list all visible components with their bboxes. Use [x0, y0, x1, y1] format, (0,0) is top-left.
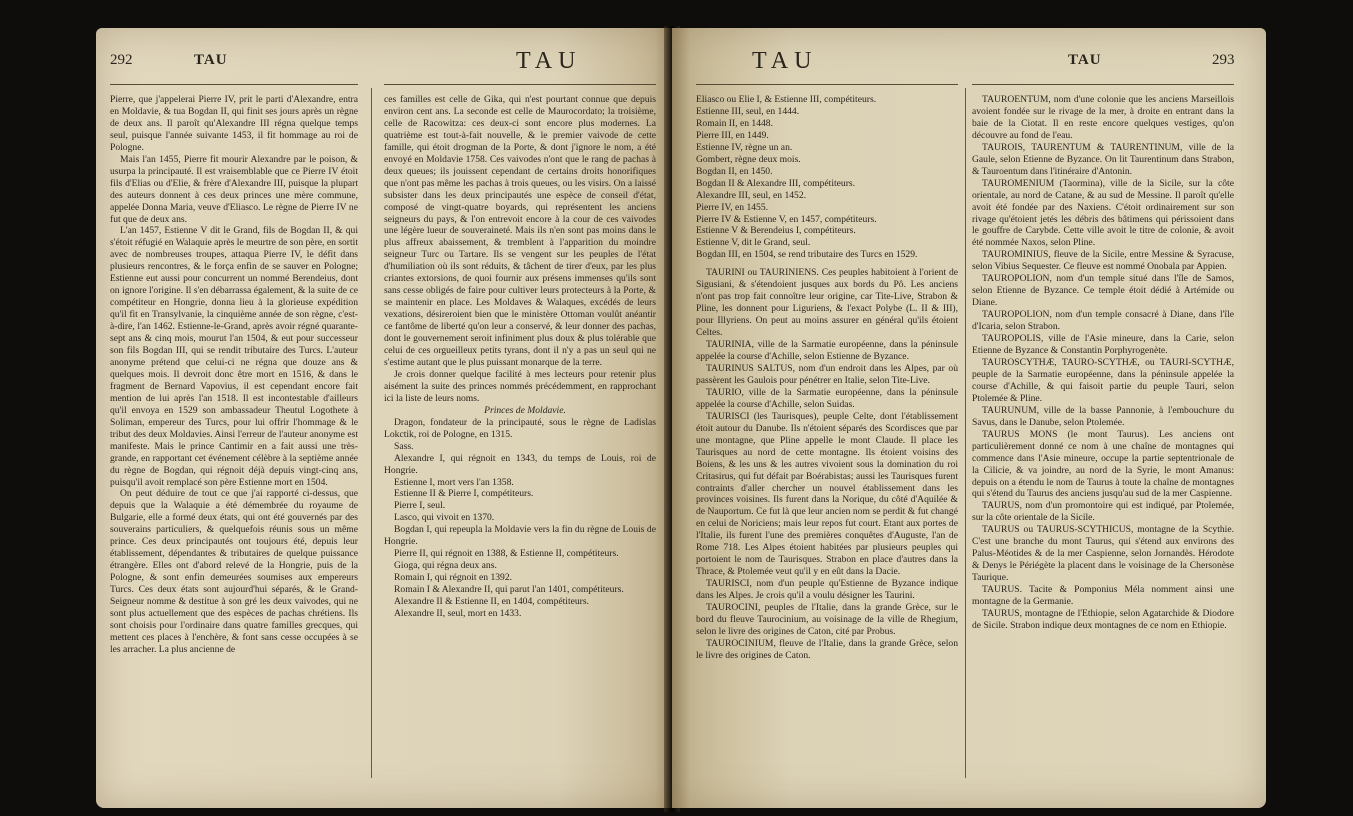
right-column-1 — [696, 94, 958, 662]
entry: TAUROENTUM, nom d'une colonie que les anciens Marseillois avoient fondée sur le rivage de la mer, à droite en entrant dans la baie de la Ciotat. Il en reste encore quelques vestiges, qu'on découvre au fond de l'eau. — [972, 94, 1234, 141]
entry: TAUROSCYTHÆ, TAURO-SCYTHÆ, ou TAURI-SCYTHÆ, peuple de la Sarmatie européenne, dans la péninsule appelée la course d'Achille, & qui faisoit partie du peuple Tauri, selon Ptolemée & Pline. — [972, 356, 1234, 404]
list-item: Romain I & Alexandre II, qui parut l'an 1401, compétiteurs. — [394, 584, 624, 596]
list-item: Estienne I, mort vers l'an 1358. — [394, 476, 514, 488]
page-number-right: 293 — [1212, 52, 1235, 68]
running-head-left: TAU — [194, 52, 228, 68]
head-rule-left-1 — [110, 84, 358, 85]
list-item: Alexandre II, seul, mort en 1433. — [394, 607, 522, 619]
list-item: Estienne V & Berendeius I, compétiteurs. — [696, 225, 856, 237]
list-item: Gombert, règne deux mois. — [696, 153, 801, 165]
entry: TAURUS. Tacite & Pomponius Méla nomment ainsi une montagne de la Germanie. — [972, 584, 1234, 608]
entry: TAUROPOLION, nom d'un temple consacré à Diane, dans l'île d'Icaria, selon Strabon. — [972, 309, 1234, 333]
entry: TAUROCINI, peuples de l'Italie, dans la grande Grèce, sur le bord du fleuve Taurocinium, au voisinage de la ville de Rhegium, selon le livre des origines de Caton, cité par Probus. — [696, 602, 958, 637]
head-rule-left-2 — [384, 84, 656, 85]
paragraph: Pierre, que j'appelerai Pierre IV, prit le parti d'Alexandre, entra en Moldavie, & tua Bogdan II, qui finit ses jours après un règne de deux ans. Il paroît qu'Alexandre III régna quelque temps seul, puisque l'année suivante 1453, il fit hommage au roi de Pologne. — [110, 94, 358, 153]
list-item: Alexandre II & Estienne II, en 1404, compétiteurs. — [394, 596, 590, 608]
section-title: Princes de Moldavie. — [484, 404, 566, 416]
left-column-1 — [110, 94, 358, 656]
column-divider — [371, 88, 372, 778]
list-item: Romain II, en 1448. — [696, 117, 774, 129]
list-item: Pierre II, qui régnoit en 1388, & Estienne II, compétiteurs. — [394, 548, 619, 560]
entry: TAURUS ou TAURUS-SCYTHICUS, montagne de la Scythie. C'est une branche du mont Taurus, qui s'étend aux environs des Palus-Méotides & de la mer Caspienne, selon Jornandès. Hérodote & Denys le Périégète la placent dans le voisinage de la Chersonèse Taurique. — [972, 524, 1234, 584]
list-item: Bogdan III, en 1504, se rend tributaire des Turcs en 1529. — [696, 249, 918, 261]
entry: TAURUS, montagne de l'Ethiopie, selon Agatarchide & Diodore de Sicile. Strabon indique deux montagnes de ce nom en Ethiopie. — [972, 607, 1234, 631]
list-item: Bogdan II & Alexandre III, compétiteurs. — [696, 177, 856, 189]
running-head-left-large: TAU — [516, 48, 582, 74]
paragraph: On peut déduire de tout ce que j'ai rapporté ci-dessus, que depuis que la Walaquie a été démembrée du royaume de Bulgarie, elle a formé deux états, qui ont été gouvernés par des souverains particuliers, & quelquefois réunis sous un même prince. Ces deux principautés ont toujours été, depuis leur établissement, dépendantes & tributaires de quelque puissance étrangère. Elles ont d'abord relevé de la Hongrie, puis de la Pologne, & sont enfin demeurées soumises aux empereurs Turcs. Ces deux états sont aujourd'hui séparés, & le Grand-Seigneur nomme & destitue à son gré les deux vaivodes, qui ne sont plus actuellement que des espèces de pachas chrétiens. Ils sont choisis pour l'ordinaire dans quatre familles grecques, qui mettent ces places à l'enchère, & font sans cesse occupées à se les arracher. La plus ancienne de — [110, 488, 358, 655]
entry: TAUROPOLION, nom d'un temple situé dans l'île de Samos, selon Etienne de Byzance. Ce temple étoit dédié à Artémide ou Diane. — [972, 273, 1234, 309]
entry: TAUROMINIUS, fleuve de la Sicile, entre Messine & Syracuse, selon Vibius Sequester. Ce fleuve est nommé Onobala par Appien. — [972, 249, 1234, 273]
entry: TAUROMENIUM (Taormina), ville de la Sicile, sur la côte orientale, au nord de Catane, & au sud de Messine. Il paroît qu'elle avoit été fondée par des Naxiens. C'étoit ordinairement sur son rivage qu'étoient jetés les débris des bâtimens qui périssoient dans le gouffre de Carybde. Cette ville avoit le titre de colonie, & avoit été nommée Naxos, selon Pline. — [972, 177, 1234, 249]
paragraph: Je crois donner quelque facilité à mes lecteurs pour retenir plus aisément la suite des princes nommés précédemment, en rapprochant ici la liste de leurs noms. — [384, 368, 656, 404]
list-item: Bogdan I, qui repeupla la Moldavie vers la fin du règne de Louis de Hongrie. — [384, 524, 656, 548]
entry: TAURIO, ville de la Sarmatie européenne, dans la péninsule appelée la course d'Achille, selon Suidas. — [696, 386, 958, 410]
list-item: Estienne III, seul, en 1444. — [696, 105, 800, 117]
paragraph: L'an 1457, Estienne V dit le Grand, fils de Bogdan II, & qui s'étoit réfugié en Walaquie après le meurtre de son père, en sortit avec de nombreuses troupes, attaqua Pierre IV, le défit dans plusieurs rencontres, & le força enfin de se sauver en Pologne; Estienne eut aussi pour concurrent un nommé Berendeius, dont on ignore l'origine. Il s'en débarrassa également, & la suite de ce compétiteur en Hongrie, donna lieu à la glorieuse expédition qu'il fit en Transylvanie, la cinquième année de son règne, c'est-à-dire, l'an 1462. Estienne-le-Grand, après avoir régné quarante-sept ans & cinq mois, mourut l'an 1504, & eut pour successeur son fils Bogdan III, qui se rendit tributaire des Turcs. L'auteur anonyme prétend que celui-ci ne régna que douze ans & quelques mois. Il devroit donc être mort en 1516, & dans le fragment de Bernard Vapovius, il est cependant encore fait mention de lui après l'an 1518. Il est incontestable d'ailleurs qu'il envoya en 1529 son ambassadeur Theutul Logothete à Soliman, empereur des Turcs, pour lui offrir l'hommage & le tribut des deux Moldavies. Ainsi l'erreur de l'auteur anonyme est manifeste. Mais le prince Cantimir en a fait aussi une très-grande, en rapportant cet événement célèbre à la septième année du règne de Bogdan, qui régnoit déjà depuis vingt-cinq ans, puisqu'il avoit remplacé son père Estienne mort en 1504. — [110, 225, 358, 488]
list-item: Bogdan II, en 1450. — [696, 165, 773, 177]
running-head-right-large: TAU — [752, 48, 818, 74]
right-column-2 — [972, 94, 1234, 632]
paragraph: Mais l'an 1455, Pierre fit mourir Alexandre par le poison, & usurpa la principauté. Il est vraisemblable que ce Pierre IV étoit fils d'Elias ou d'Elie, & frère d'Alexandre III, puisque la plupart des auteurs donnent à ces deux princes une mère commune, appelée Donna Maria, veuve d'Eliasco. Le règne de Pierre IV ne fut que de deux ans. — [110, 153, 358, 225]
entry: TAURINI ou TAURINIENS. Ces peuples habitoient à l'orient de Sigusiani, & s'étendoient jusques aux bords du Pô. Les anciens n'ont pas trop fait connoître leur origine, car Tite-Live, Strabon & Pline, les donnent pour Liguriens, & l'exact Polybe (L. II & III), pour Illyriens. On peut au moins assurer en général qu'ils étoient Celtes. — [696, 267, 958, 339]
list-item: Romain I, qui régnoit en 1392. — [394, 572, 513, 584]
list-item: Dragon, fondateur de la principauté, sous le règne de Ladislas Lokctik, roi de Pologne, en 1315. — [384, 416, 656, 440]
entry: TAURISCI (les Taurisques), peuple Celte, dont l'établissement étoit autour du Danube. Ils n'étoient séparés des Scordisces que par une montagne, que Pline appelle le mont Claude. Il place les Taurisques au nord de cette montagne. Ils étoient voisins des Boiens, & les uns & les autres vivoient sous la domination du roi Critasirus, qui fut défait par Boérabistas; aussi les Taurisques furent contraints d'aller chercher un nouvel établissement dans les provinces voisines. Ils furent dans la Norique, du côté d'Aquilée & de Nauportum. Ce fut là que leur ancien nom se perdit & fut changé en celui de Noriciens; mais leur repos fut court. Etant aux portes de l'Italie, ils furent l'une des premières conquêtes d'Auguste, l'an de Rome 718. Les Alpes étoient habitées par plusieurs peuples qui portoient le nom de Taurisques. Strabon en place d'autres dans la Thrace, & Ptolemée veut qu'il y en eût dans la Dacie. — [696, 410, 958, 578]
list-item: Sass. — [394, 440, 414, 452]
entry: TAURISCI, nom d'un peuple qu'Estienne de Byzance indique dans les Alpes. Je crois qu'il a voulu désigner les Taurini. — [696, 578, 958, 602]
list-item: Lasco, qui vivoit en 1370. — [394, 512, 495, 524]
entry: TAURUNUM, ville de la basse Pannonie, à l'embouchure du Savus, dans le Danube, selon Ptolemée. — [972, 404, 1234, 428]
list-item: Pierre I, seul. — [394, 500, 446, 512]
left-column-2 — [384, 94, 656, 620]
column-divider — [965, 88, 966, 778]
entry: TAURINIA, ville de la Sarmatie européenne, dans la péninsule appelée la course d'Achille, selon Estienne de Byzance. — [696, 339, 958, 363]
left-page — [96, 28, 672, 808]
running-head-right: TAU — [1068, 52, 1102, 68]
right-page — [672, 28, 1266, 808]
list-item: Estienne IV, règne un an. — [696, 141, 793, 153]
list-item: Gioga, qui régna deux ans. — [394, 560, 497, 572]
list-item: Pierre IV & Estienne V, en 1457, compétiteurs. — [696, 213, 877, 225]
list-item: Pierre III, en 1449. — [696, 129, 769, 141]
list-item: Estienne II & Pierre I, compétiteurs. — [394, 488, 534, 500]
head-rule-right-2 — [972, 84, 1234, 85]
paragraph: ces familles est celle de Gika, qui n'est pourtant connue que depuis environ cent ans. La seconde est celle de Maurocordato; la troisième, celle de Racowitza: ces deux-ci sont encore plus modernes. La quatrième est tout-à-fait nouvelle, & le premier vaivode de cette famille, qui étoit drogman de la Porte, & dont j'ignore le nom, a été envoyé en Moldavie 1758. Ces vaivodes n'ont que le rang de pachas à deux queues; ils jouissent cependant de certains droits honorifiques que n'ont pas même les pachas à trois queues, ou les visirs. On a laissé subsister dans les deux principautés une espèce de conseil d'état, composé de vingt-quatre boyards, qui représentent les anciens seigneurs du pays, & l'on entrevoit encore à la cour de ces vaivodes une légère lueur de souveraineté. Mais ils n'en sont pas moins dans le plus affreux abaissement, & tremblent à l'apparition du moindre seigneur Turc ou Tartare. Ils se vengent sur les peuples de l'état d'humiliation où ils sont réduits, & tâchent de tirer d'eux, par les plus criantes extorsions, de quoi fournir aux présens immenses qu'ils sont sans cesse obligés de faire pour cultiver leurs protecteurs à la Porte, & se maintenir en place. Les Moldaves & Walaques, excédés de leurs vexations, désireroient bien que le ministère Ottoman voulût anéantir ce fantôme de liberté qu'on leur a conservé, & leur donner des pachas, dont le gouvernement seroit infiniment plus doux & plus tolérable que celui de ces orgueilleux petits tyrans, dont il n'y a pas un seul qui ne s'estime autant que le plus puissant monarque de la terre. — [384, 94, 656, 368]
entry: TAURUS, nom d'un promontoire qui est indiqué, par Ptolemée, sur la côte orientale de la Sicile. — [972, 500, 1234, 524]
list-item: Pierre IV, en 1455. — [696, 201, 769, 213]
entry: TAURINUS SALTUS, nom d'un endroit dans les Alpes, par où passèrent les Gaulois pour pénétrer en Italie, selon Tite-Live. — [696, 362, 958, 386]
list-item: Eliasco ou Elie I, & Estienne III, compétiteurs. — [696, 94, 877, 105]
list-item: Alexandre I, qui régnoit en 1343, du temps de Louis, roi de Hongrie. — [384, 452, 656, 476]
list-item: Estienne V, dit le Grand, seul. — [696, 237, 811, 249]
head-rule-right-1 — [696, 84, 958, 85]
entry: TAUROPOLIS, ville de l'Asie mineure, dans la Carie, selon Etienne de Byzance & Constantin Porphyrogenète. — [972, 333, 1234, 357]
page-number-left: 292 — [110, 52, 133, 68]
list-item: Alexandre III, seul, en 1452. — [696, 189, 807, 201]
entry: TAURUS MONS (le mont Taurus). Les anciens ont particulièrement donné ce nom à une chaîne de montagnes qui commence dans l'Asie mineure, occupe la partie septentrionale de la Cilicie, & va joindre, au nord de la Syrie, le mont Amanus: depuis on a étendu le nom de Taurus à toute la chaîne de montagnes qui s'étend du Taurus des anciens jusqu'au sud de la mer Caspienne. — [972, 428, 1234, 500]
entry: TAUROCINIUM, fleuve de l'Italie, dans la grande Grèce, selon le livre des origines de Caton. — [696, 637, 958, 661]
entry: TAUROIS, TAURENTUM & TAURENTINUM, ville de la Gaule, selon Etienne de Byzance. On lit Taurentinum dans Strabon, & Tauroentum dans l'itinéraire d'Antonin. — [972, 141, 1234, 177]
